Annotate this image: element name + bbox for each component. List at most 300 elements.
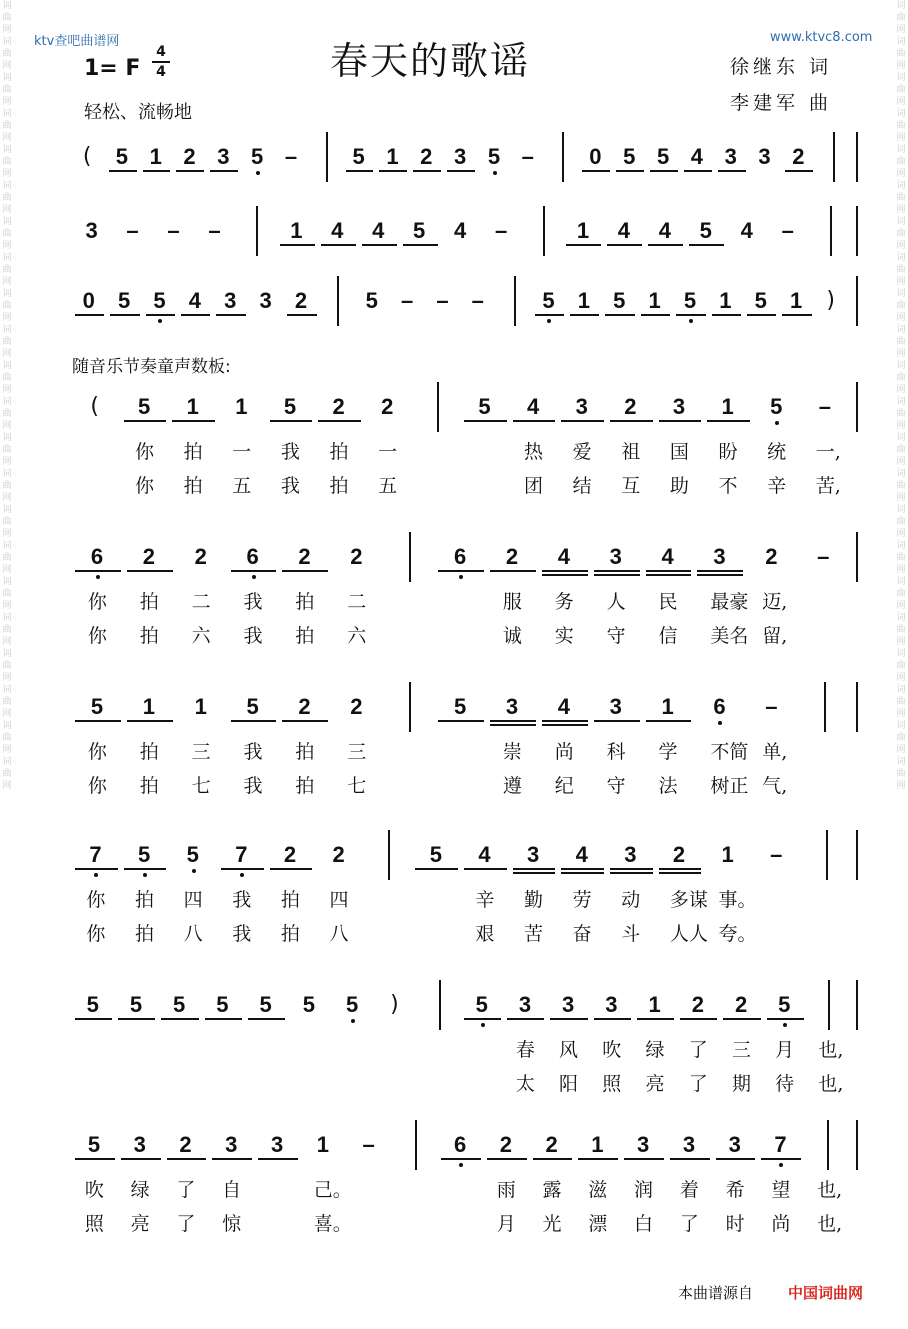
watermark-char: 词: [896, 361, 906, 371]
lyric-syllable: 纪: [554, 775, 574, 797]
watermark-char: 词: [896, 469, 906, 479]
lyric-syllable: 拍: [139, 775, 159, 797]
watermark-char: 曲: [2, 157, 12, 167]
underline: [270, 420, 313, 422]
lyric-syllable: 七: [347, 775, 367, 797]
note: 3: [713, 544, 726, 569]
watermark-char: 网: [2, 349, 12, 359]
note: 5: [429, 842, 442, 867]
watermark-char: 词: [896, 109, 906, 119]
lyric-syllable: 了: [688, 1039, 708, 1061]
lyric-syllable: 七: [191, 775, 211, 797]
note: 5: [475, 992, 488, 1017]
note: 5: [115, 144, 128, 169]
barline: [856, 532, 858, 582]
lyric-syllable: 互: [621, 475, 641, 497]
watermark-char: 曲: [896, 13, 906, 23]
underline: [205, 1018, 242, 1020]
time-signature: [152, 44, 170, 80]
note: 5: [259, 992, 272, 1017]
underline: [231, 720, 277, 722]
lyric-syllable: 风: [559, 1039, 579, 1061]
lyric-syllable: 勤: [523, 889, 543, 911]
barline: [514, 276, 516, 326]
underline: [127, 570, 173, 572]
section-note: 随音乐节奏童声数板:: [72, 357, 231, 377]
watermark-char: 曲: [896, 49, 906, 59]
note: 3: [85, 218, 98, 243]
lyric-syllable: 守: [606, 625, 626, 647]
note: 4: [661, 544, 674, 569]
note: 3: [225, 1132, 238, 1157]
note: 3: [562, 992, 575, 1017]
watermark-char: 网: [896, 601, 906, 611]
underline: [109, 170, 137, 172]
note: 3: [682, 1132, 696, 1157]
lyric-syllable: 拍: [183, 441, 203, 463]
note: 2: [505, 544, 519, 569]
lyric-syllable: 也,: [817, 1213, 843, 1235]
note: 3: [637, 1132, 650, 1157]
lyric-syllable: 夸。: [718, 923, 757, 945]
watermark-char: 曲: [896, 625, 906, 635]
barline: [256, 206, 258, 256]
lyric-syllable: 望: [771, 1179, 791, 1201]
watermark-char: 曲: [2, 121, 12, 131]
lyric-syllable: 斗: [621, 923, 641, 945]
watermark-char: 网: [2, 637, 12, 647]
watermark-char: 词: [2, 613, 12, 623]
underline: [167, 1158, 207, 1160]
underline: [127, 720, 173, 722]
note: 2: [332, 394, 345, 419]
note: 2: [194, 544, 207, 569]
watermark-char: 网: [896, 493, 906, 503]
underline: [490, 724, 536, 726]
watermark-char: 曲: [896, 85, 906, 95]
note: 2: [691, 992, 704, 1017]
lyric-syllable: 人人: [669, 923, 708, 945]
watermark-char: 词: [896, 433, 906, 443]
underline: [403, 244, 438, 246]
underline: [362, 244, 397, 246]
watermark-char: 网: [2, 601, 12, 611]
underline: [594, 720, 640, 722]
underline: [648, 244, 683, 246]
watermark-char: 网: [896, 745, 906, 755]
octave-dot-low: [493, 171, 497, 175]
lyric-syllable: 三: [191, 741, 211, 763]
lyric-syllable: 拍: [329, 441, 349, 463]
note: 4: [617, 218, 631, 243]
underline: [785, 170, 813, 172]
lyricist-credit: 徐继东 词: [730, 56, 833, 78]
dash-extension: –: [126, 218, 139, 243]
underline: [542, 574, 588, 576]
lyric-syllable: 拍: [329, 475, 349, 497]
watermark-char: 曲: [896, 193, 906, 203]
underline: [221, 868, 264, 870]
lyric-syllable: 希: [725, 1179, 745, 1201]
note: 5: [656, 144, 670, 169]
underline: [413, 170, 441, 172]
watermark-char: 词: [2, 109, 12, 119]
watermark-strip-right: [894, 0, 908, 1329]
note: 4: [557, 694, 570, 719]
watermark-char: 曲: [2, 589, 12, 599]
watermark-char: 词: [2, 325, 12, 335]
lyric-syllable: 拍: [295, 741, 315, 763]
dash-extension: –: [817, 544, 830, 569]
note: 1: [142, 694, 156, 719]
lyric-syllable: 五: [232, 475, 252, 497]
watermark-char: 词: [2, 37, 12, 47]
barline: [337, 276, 339, 326]
underline: [161, 1018, 198, 1020]
note: 1: [648, 288, 661, 313]
watermark-char: 网: [896, 709, 906, 719]
lyric-syllable: 拍: [295, 591, 315, 613]
lyric-syllable: 也,: [818, 1073, 844, 1095]
lyric-syllable: 盼: [718, 441, 738, 463]
watermark-char: 网: [2, 565, 12, 575]
lyric-syllable: 太: [515, 1073, 535, 1095]
watermark-char: 曲: [2, 733, 12, 743]
lyric-syllable: 最豪: [710, 591, 749, 613]
note: 6: [713, 694, 726, 719]
note: 2: [624, 394, 637, 419]
lyric-syllable: 了: [176, 1213, 196, 1235]
watermark-char: 曲: [896, 265, 906, 275]
barline: [388, 830, 390, 880]
note: 3: [724, 144, 737, 169]
note: 5: [454, 694, 467, 719]
underline: [680, 1018, 717, 1020]
underline: [124, 868, 167, 870]
watermark-char: 词: [2, 181, 12, 191]
watermark-char: 网: [2, 709, 12, 719]
lyric-syllable: 尚: [771, 1213, 791, 1235]
underline: [659, 868, 702, 870]
underline: [718, 170, 746, 172]
lyric-syllable: 崇: [502, 741, 522, 763]
underline: [761, 1158, 801, 1160]
source-site: 中国词曲网: [788, 1284, 864, 1302]
lyric-syllable: 结: [572, 475, 592, 497]
note: 1: [290, 218, 303, 243]
underline: [513, 872, 556, 874]
underline: [379, 170, 407, 172]
composer-credit: 李建军 曲: [730, 92, 833, 114]
note: 3: [224, 288, 237, 313]
lyric-syllable: 四: [329, 889, 349, 911]
underline: [438, 570, 484, 572]
lyric-syllable: 月: [775, 1039, 795, 1061]
watermark-char: 网: [896, 133, 906, 143]
octave-dot-low: [351, 1019, 355, 1023]
lyric-syllable: 了: [688, 1073, 708, 1095]
underline: [607, 244, 642, 246]
underline: [594, 570, 640, 572]
barline: [437, 382, 439, 432]
lyric-syllable: 信: [658, 625, 678, 647]
note: 2: [283, 842, 297, 867]
lyric-syllable: 二: [191, 591, 211, 613]
note: 7: [235, 842, 248, 867]
underline: [689, 244, 724, 246]
underline: [637, 1018, 674, 1020]
underline: [318, 420, 361, 422]
note: 4: [372, 218, 385, 243]
underline: [464, 1018, 501, 1020]
watermark-char: 网: [896, 637, 906, 647]
octave-dot-low: [256, 171, 260, 175]
note: 7: [89, 842, 102, 867]
underline: [542, 724, 588, 726]
lyric-syllable: 亮: [645, 1073, 665, 1095]
watermark-char: 网: [896, 349, 906, 359]
watermark-strip-left: [0, 0, 14, 1329]
note: 1: [721, 394, 734, 419]
octave-dot-low: [459, 1163, 463, 1167]
lyric-syllable: 守: [606, 775, 626, 797]
note: 5: [87, 1132, 101, 1157]
watermark-char: 曲: [896, 301, 906, 311]
watermark-char: 网: [2, 745, 12, 755]
watermark-char: 网: [2, 421, 12, 431]
underline: [723, 1018, 760, 1020]
lyric-syllable: 了: [679, 1213, 699, 1235]
watermark-char: 网: [896, 781, 906, 791]
watermark-char: 网: [2, 493, 12, 503]
underline: [684, 170, 712, 172]
watermark-char: 曲: [2, 769, 12, 779]
underline: [75, 1018, 112, 1020]
watermark-char: 曲: [2, 13, 12, 23]
underline: [118, 1018, 155, 1020]
note: 5: [86, 992, 99, 1017]
lyric-syllable: 你: [134, 441, 154, 463]
lyric-syllable: 气,: [762, 775, 788, 797]
watermark-char: 词: [896, 325, 906, 335]
lyric-syllable: 照: [84, 1213, 104, 1235]
note: 6: [454, 544, 467, 569]
lyric-syllable: 吹: [602, 1039, 622, 1061]
watermark-char: 词: [896, 685, 906, 695]
lyric-syllable: 美名: [710, 625, 749, 647]
watermark-char: 网: [2, 781, 12, 791]
underline: [231, 570, 277, 572]
lyric-syllable: 八: [329, 923, 349, 945]
watermark-char: 曲: [896, 769, 906, 779]
watermark-char: 词: [2, 361, 12, 371]
watermark-char: 词: [896, 613, 906, 623]
note: 4: [526, 394, 540, 419]
lyric-syllable: 四: [183, 889, 203, 911]
lyric-syllable: 拍: [139, 741, 159, 763]
note: 1: [316, 1132, 329, 1157]
underline: [121, 1158, 161, 1160]
note: 2: [298, 544, 311, 569]
underline: [270, 868, 313, 870]
underline: [438, 720, 484, 722]
underline: [507, 1018, 544, 1020]
repeat-paren: ): [826, 288, 835, 313]
lyric-syllable: 人: [606, 591, 626, 613]
barline: [856, 830, 858, 880]
note: 5: [153, 288, 166, 313]
lyric-syllable: 三: [347, 741, 367, 763]
note: 0: [82, 288, 95, 313]
lyric-syllable: 光: [542, 1213, 562, 1235]
underline: [75, 1158, 115, 1160]
underline: [646, 574, 692, 576]
underline: [75, 720, 121, 722]
lyric-syllable: 一: [378, 441, 398, 463]
underline: [124, 420, 167, 422]
watermark-char: 网: [2, 133, 12, 143]
watermark-char: 词: [896, 181, 906, 191]
note: 3: [609, 694, 622, 719]
note: 5: [778, 992, 791, 1017]
lyric-syllable: 拍: [183, 475, 203, 497]
note: 2: [420, 144, 433, 169]
lyric-syllable: 你: [86, 889, 106, 911]
watermark-char: 网: [896, 61, 906, 71]
note: 2: [545, 1132, 558, 1157]
lyric-syllable: 拍: [295, 625, 315, 647]
note: 2: [350, 694, 363, 719]
barline: [828, 980, 830, 1030]
watermark-char: 词: [896, 577, 906, 587]
note: 5: [365, 288, 378, 313]
underline: [659, 872, 702, 874]
lyric-syllable: 我: [243, 775, 263, 797]
lyric-syllable: 一: [232, 441, 252, 463]
watermark-char: 曲: [2, 301, 12, 311]
underline: [110, 314, 139, 316]
underline: [542, 720, 588, 722]
dash-extension: –: [284, 144, 298, 169]
watermark-char: 词: [2, 649, 12, 659]
watermark-char: 曲: [2, 85, 12, 95]
lyric-syllable: 五: [378, 475, 398, 497]
note: 4: [557, 544, 570, 569]
lyric-syllable: 阳: [559, 1073, 579, 1095]
underline: [464, 420, 507, 422]
note: 1: [719, 288, 732, 313]
watermark-char: 词: [2, 757, 12, 767]
note: 6: [90, 544, 104, 569]
underline: [578, 1158, 618, 1160]
lyric-syllable: 你: [87, 625, 107, 647]
lyric-syllable: 团: [523, 475, 543, 497]
underline: [75, 314, 104, 316]
watermark-char: 网: [2, 169, 12, 179]
underline: [212, 1158, 252, 1160]
underline: [605, 314, 634, 316]
note: 1: [194, 694, 207, 719]
site-watermark-right: www.ktvc8.com: [770, 30, 873, 45]
note: 1: [386, 144, 399, 169]
lyric-syllable: 拍: [139, 591, 159, 613]
note: 2: [792, 144, 805, 169]
lyric-syllable: 我: [232, 889, 252, 911]
note: 4: [454, 218, 467, 243]
underline: [216, 314, 245, 316]
watermark-char: 曲: [2, 49, 12, 59]
watermark-char: 曲: [2, 625, 12, 635]
dash-extension: –: [818, 394, 831, 419]
underline: [181, 314, 210, 316]
barline: [562, 132, 564, 182]
underline: [280, 244, 315, 246]
watermark-char: 网: [896, 277, 906, 287]
dash-extension: –: [494, 218, 508, 243]
lyric-syllable: 不简: [710, 741, 749, 763]
note: 4: [478, 842, 491, 867]
barline: [856, 132, 858, 182]
lyric-syllable: 艰: [475, 923, 495, 945]
watermark-char: 曲: [2, 193, 12, 203]
octave-dot-low: [775, 421, 779, 425]
lyric-syllable: 月: [496, 1213, 516, 1235]
note: 3: [518, 992, 532, 1017]
underline: [172, 420, 215, 422]
lyric-syllable: 吹: [84, 1179, 104, 1201]
note: 5: [487, 144, 501, 169]
barline: [830, 206, 832, 256]
lyric-syllable: 一,: [815, 441, 841, 463]
underline: [282, 720, 328, 722]
lyric-syllable: 服: [502, 591, 522, 613]
lyric-syllable: 待: [775, 1073, 795, 1095]
barline: [543, 206, 545, 256]
lyric-syllable: 二: [347, 591, 367, 613]
note: 3: [259, 288, 272, 313]
watermark-char: 网: [2, 61, 12, 71]
octave-dot-low: [779, 1163, 783, 1167]
watermark-char: 网: [896, 565, 906, 575]
barline: [415, 1120, 417, 1170]
watermark-char: 词: [2, 145, 12, 155]
watermark-char: 网: [2, 241, 12, 251]
barline: [826, 830, 828, 880]
note: 5: [352, 144, 365, 169]
watermark-char: 曲: [896, 589, 906, 599]
note: 5: [129, 992, 143, 1017]
lyric-syllable: 辛: [767, 475, 787, 497]
lyric-syllable: 统: [767, 441, 787, 463]
dash-extension: –: [770, 842, 783, 867]
barline: [856, 276, 858, 326]
octave-dot-low: [94, 873, 98, 877]
watermark-char: 词: [896, 73, 906, 83]
barline: [833, 132, 835, 182]
note: 5: [623, 144, 636, 169]
note: 1: [721, 842, 734, 867]
underline: [441, 1158, 481, 1160]
note: 5: [246, 694, 259, 719]
note: 5: [413, 218, 426, 243]
watermark-char: 词: [896, 757, 906, 767]
barline: [439, 980, 441, 1030]
lyric-syllable: 绿: [130, 1179, 150, 1201]
lyric-syllable: 了: [176, 1179, 196, 1201]
watermark-char: 曲: [896, 409, 906, 419]
watermark-char: 曲: [896, 661, 906, 671]
underline: [716, 1158, 756, 1160]
